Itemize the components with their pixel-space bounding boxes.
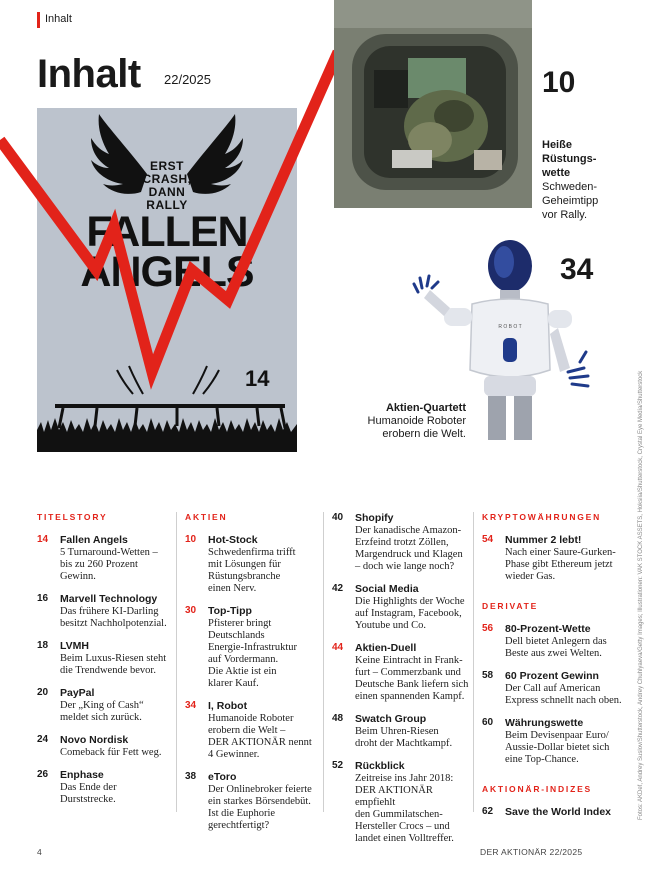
feature-caption: Heiße Rüstungs- wette Schweden- Geheimtipp vor Rally.	[542, 139, 599, 221]
toc-item[interactable]: 18 LVMH Beim Luxus-Riesen steht die Trendwende bevor.	[37, 640, 167, 676]
toc-item[interactable]: 30 Top-Tipp Pfisterer bringt Deutschlands Energie-Infrastruktur auf Vordermann. Die Aktie ist ein klarer Kauf.	[185, 605, 298, 689]
military-vehicle-photo[interactable]	[334, 0, 532, 208]
toc-item[interactable]: 24 Novo Nordisk Comeback für Fett weg.	[37, 734, 162, 758]
issue-number: 22/2025	[164, 72, 211, 87]
section-heading: KRYPTOWÄHRUNGEN	[482, 512, 602, 522]
toc-item[interactable]: 20 PayPal Der „King of Cash“ meldet sich zurück.	[37, 687, 144, 723]
toc-item[interactable]: 60 Währungswette Beim Devisenpaar Euro/ Aussie-Dollar bietet sich eine Top-Chance.	[482, 717, 610, 765]
toc-item[interactable]: 44 Aktien-Duell Keine Eintracht in Frank- furt – Commerzbank und Deutsche Bank liefern sich einen spannenden Kampf.	[332, 642, 469, 702]
toc-item[interactable]: 38 eToro Der Onlinebroker feierte ein starkes Börsendebüt. Ist die Euphorie gerechtfertigt?	[185, 771, 312, 831]
toc-item[interactable]: 10 Hot-Stock Schwedenfirma trifft mit Lösungen für Rüstungsbranche einen Nerv.	[185, 534, 296, 594]
section-heading: DERIVATE	[482, 601, 539, 611]
page-number: 4	[37, 847, 42, 857]
robot-caption: Aktien-Quartett Humanoide Roboter erobern die Welt.	[367, 402, 466, 440]
toc-item[interactable]: 34 I, Robot Humanoide Roboter erobern die Welt – DER AKTIONÄR nennt 4 Gewinner.	[185, 700, 312, 760]
column-divider	[323, 512, 324, 812]
toc-item[interactable]: 42 Social Media Die Highlights der Woche auf Instagram, Facebook, Youtube und Co.	[332, 583, 465, 631]
toc-item[interactable]: 48 Swatch Group Beim Uhren-Riesen droht der Machtkampf.	[332, 713, 453, 749]
section-tag: Inhalt	[45, 13, 72, 25]
robot-page-number: 34	[560, 253, 594, 286]
column-divider	[473, 512, 474, 812]
section-heading: AKTIEN	[185, 512, 228, 522]
toc-item[interactable]: 40 Shopify Der kanadische Amazon- Erzfeind trotzt Zöllen, Margendruck und Klagen – doch wie lange noch?	[332, 512, 463, 572]
toc-item[interactable]: 54 Nummer 2 lebt! Nach einer Saure-Gurken- Phase gibt Ethereum jetzt wieder Gas.	[482, 534, 616, 582]
toc-item[interactable]: 56 80-Prozent-Wette Dell bietet Anlegern das Beste aus zwei Welten.	[482, 623, 607, 659]
toc-item[interactable]: 26 Enphase Das Ende der Durststrecke.	[37, 769, 117, 805]
toc-item[interactable]: 16 Marvell Technology Das frühere KI-Darling besitzt Nachholpotenzial.	[37, 593, 167, 629]
cover-page-number: 14	[245, 366, 270, 391]
svg-text:R O B O T: R O B O T	[498, 324, 522, 330]
cover-title: FALLEN ANGELS	[80, 208, 254, 296]
photo-credit: Fotos: AKDef, Andrey Suslov/Shutterstock, Andrey Chuhlyaeva/Getty Images; Illustrationen: VAK STOCK ASSETS, Hoksiia/Shutterstock, Crystal Eye Media/Shutterstock	[638, 370, 644, 820]
column-divider	[176, 512, 177, 812]
soldier-hatch-image	[334, 0, 532, 208]
toc-column-2	[185, 512, 319, 832]
magazine-issue: DER AKTIONÄR 22/2025	[480, 847, 583, 857]
toc-column-1	[37, 512, 171, 806]
feature-page-number: 10	[542, 66, 576, 99]
toc-item[interactable]: 62 Save the World Index	[482, 806, 611, 818]
toc-item[interactable]: 14 Fallen Angels 5 Turnaround-Wetten – bis zu 260 Prozent Gewinn.	[37, 534, 158, 582]
toc-column-4	[482, 512, 624, 819]
toc-column-3	[332, 512, 470, 845]
toc-item[interactable]: 58 60 Prozent Gewinn Der Call auf American Express schnellt nach oben.	[482, 670, 622, 706]
toc-item[interactable]: 52 Rückblick Zeitreise ins Jahr 2018: DER AKTIONÄR empfiehlt den Gummilatschen- Hersteller Crocs – und landet einen Volltreffer.	[332, 760, 454, 844]
section-heading: TITELSTORY	[37, 512, 108, 522]
section-heading: AKTIONÄR-INDIZES	[482, 784, 593, 794]
cover-subtitle: ERST CRASH, DANN RALLY	[142, 159, 192, 212]
page-title: Inhalt	[37, 52, 141, 96]
